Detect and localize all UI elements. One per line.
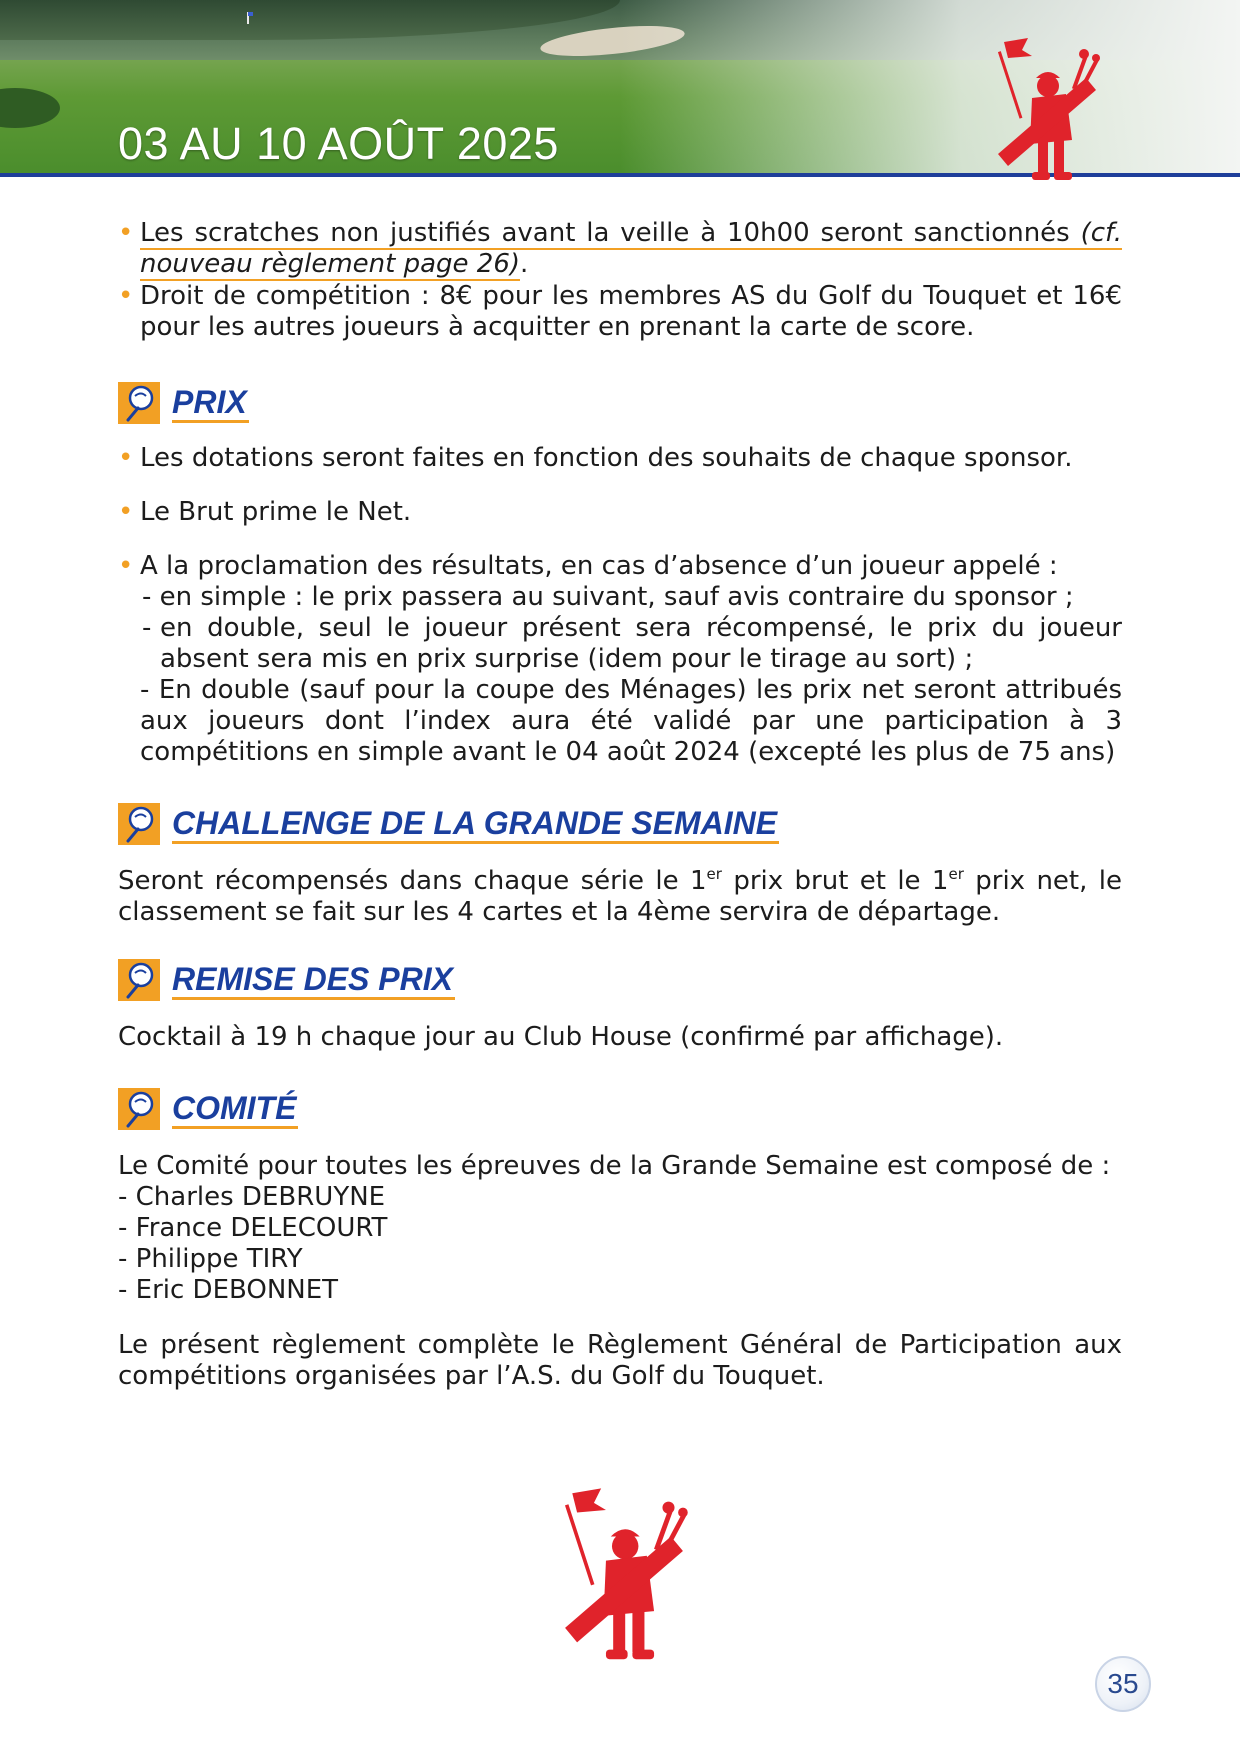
list-item: • Les dotations seront faites en fonction des souhaits de chaque sponsor.	[118, 443, 1122, 474]
page-title: 03 AU 10 AOÛT 2025	[118, 118, 559, 169]
section-header-comite	[118, 1087, 1122, 1131]
section-title: REMISE DES PRIX	[172, 961, 455, 1000]
comite-member: - Charles DEBRUYNE	[118, 1182, 386, 1212]
remise-text: Cocktail à 19 h chaque jour au Club House (confirmé par affichage).	[118, 1022, 1004, 1052]
page-number: 35	[1095, 1656, 1151, 1712]
closing-text: Le présent règlement complète le Règlement Général de Participation aux compétitions organisées par l’A.S. du Golf du Touquet.	[118, 1330, 1122, 1391]
list-item	[118, 551, 1122, 768]
comite-member: - Philippe TIRY	[118, 1244, 303, 1274]
comite-member: - France DELECOURT	[118, 1213, 388, 1243]
comite-member: - Eric DEBONNET	[118, 1275, 339, 1305]
list-item-text: • A la proclamation des résultats, en cas d’absence d’un joueur appelé :	[140, 551, 1058, 581]
golf-tee-icon	[118, 382, 160, 424]
golf-tee-icon	[118, 959, 160, 1001]
scratch-rule-text: Les scratches non justifiés avant la veille à 10h00 seront sanctionnés (cf. nouveau règlement page 26)	[140, 218, 1122, 279]
page-content	[118, 214, 1122, 1392]
flag-icon	[247, 12, 249, 24]
golf-tee-icon	[118, 803, 160, 845]
sub-item: - en simple : le prix passera au suivant, sauf avis contraire du sponsor ;	[142, 582, 1074, 612]
section-header-remise	[118, 958, 1122, 1002]
banner-rough	[0, 88, 60, 128]
list-item: • Les scratches non justifiés avant la veille à 10h00 seront sanctionnés (cf. nouveau règlement page 26).	[118, 218, 1122, 280]
section-title: PRIX	[172, 384, 249, 423]
golfer-mascot-icon	[548, 1486, 700, 1664]
banner-fade	[620, 0, 1240, 176]
comite-intro: Le Comité pour toutes les épreuves de la Grande Semaine est composé de :	[118, 1151, 1111, 1181]
golfer-mascot-icon	[992, 36, 1102, 184]
challenge-text: Seront récompensés dans chaque série le 1er prix brut et le 1er prix net, le classement se fait sur les 4 cartes et la 4ème servira de départage.	[118, 865, 1122, 927]
list-item: • Le Brut prime le Net.	[118, 497, 1122, 528]
section-header-prix	[118, 381, 1122, 425]
section-title: CHALLENGE DE LA GRANDE SEMAINE	[172, 805, 779, 844]
golf-tee-icon	[118, 1088, 160, 1130]
rule-reference: (cf. nouveau règlement page 26)	[140, 218, 1122, 279]
section-header-challenge	[118, 802, 1122, 846]
list-item: • Droit de compétition : 8€ pour les membres AS du Golf du Touquet et 16€ pour les autres joueurs à acquitter en prenant la carte de score.	[118, 281, 1122, 343]
sub-item: - En double (sauf pour la coupe des Ménages) les prix net seront attribués aux joueurs dont l’index aura été validé par une participation à 3 compétitions en simple avant le 04 août 2024 (excepté les plus de 75 ans)	[140, 675, 1122, 767]
sub-item: - en double, seul le joueur présent sera récompensé, le prix du joueur absent sera mis en prix surprise (idem pour le tirage au sort) ;	[142, 613, 1122, 674]
section-title: COMITÉ	[172, 1090, 298, 1129]
